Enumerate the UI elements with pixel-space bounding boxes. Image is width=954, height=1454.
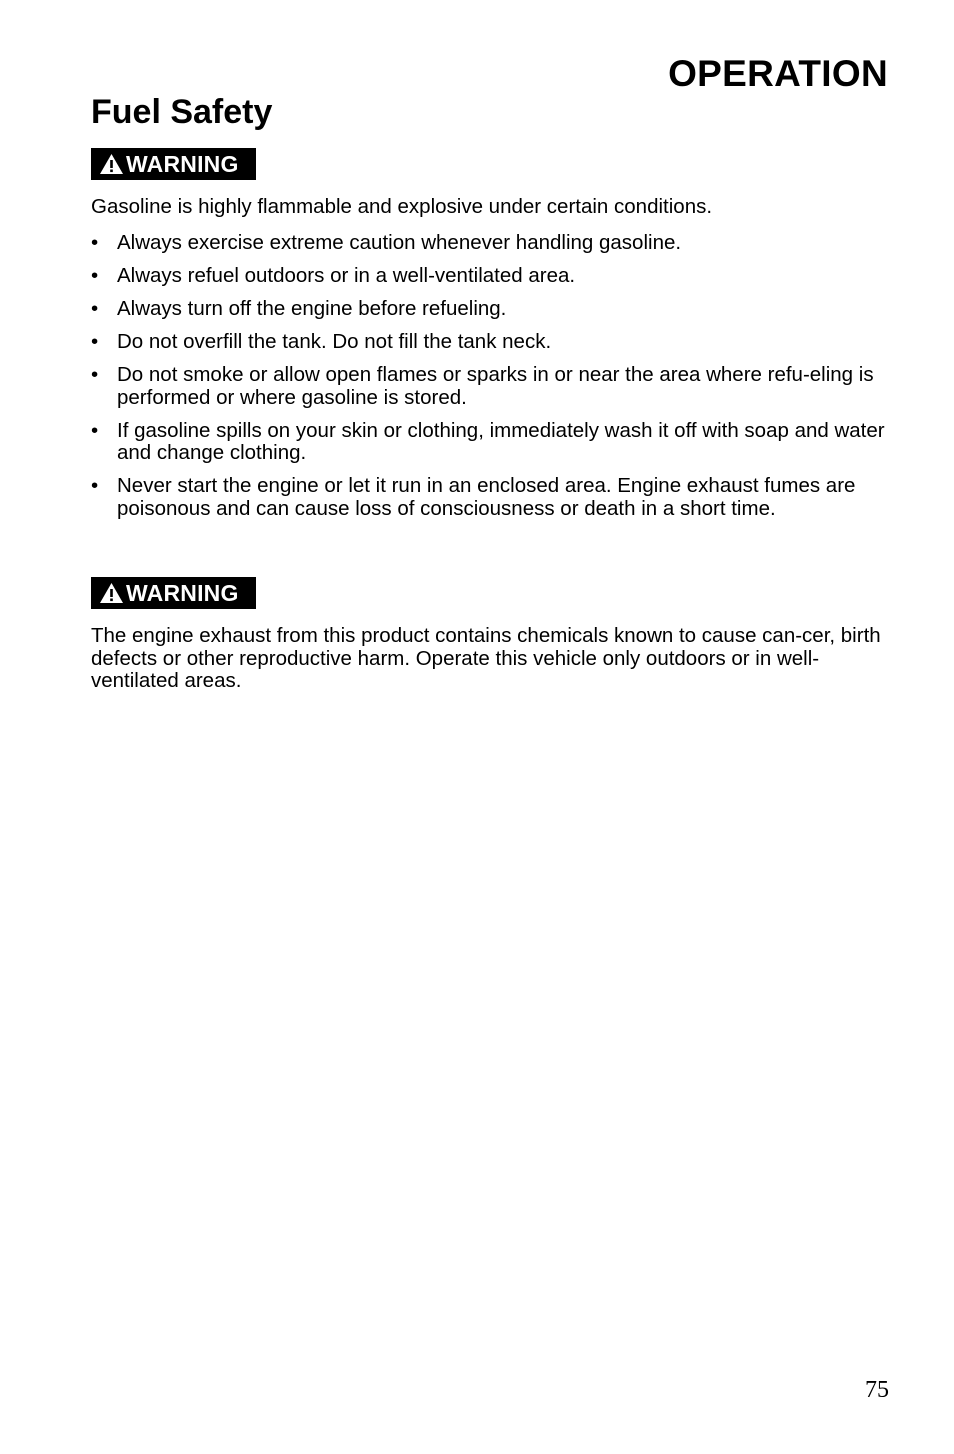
- list-item: • Always refuel outdoors or in a well-ventilated area.: [91, 264, 576, 287]
- safety-list: [91, 232, 891, 531]
- warning-triangle-icon: [99, 153, 124, 175]
- warning-label: WARNING: [126, 151, 239, 177]
- page-heading: Fuel Safety: [91, 93, 273, 131]
- list-item: • Do not overfill the tank. Do not fill the tank neck.: [91, 330, 552, 353]
- section-title: OPERATION: [668, 53, 888, 94]
- list-item: • If gasoline spills on your skin or clothing, immediately wash it off with soap and water and change clothing.: [91, 418, 885, 464]
- exhaust-warning-text: The engine exhaust from this product contains chemicals known to cause can-cer, birth defects or other reproductive harm. Operate this vehicle only outdoors or in well-ventilated areas.: [91, 624, 881, 692]
- warning-intro: Gasoline is highly flammable and explosive under certain conditions.: [91, 195, 713, 218]
- list-item: • Never start the engine or let it run in an enclosed area. Engine exhaust fumes are poisonous and can cause loss of consciousness or death in a short time.: [91, 474, 856, 520]
- list-item: • Always exercise extreme caution whenever handling gasoline.: [91, 231, 682, 254]
- page-number: 75: [865, 1377, 889, 1403]
- list-item: • Do not smoke or allow open flames or sparks in or near the area where refu-eling is performed or where gasoline is stored.: [91, 363, 874, 409]
- warning-triangle-icon: [99, 582, 124, 604]
- warning-badge: [91, 148, 256, 180]
- warning-badge: [91, 577, 256, 609]
- list-item: • Always turn off the engine before refueling.: [91, 297, 507, 320]
- warning-label: WARNING: [126, 580, 239, 606]
